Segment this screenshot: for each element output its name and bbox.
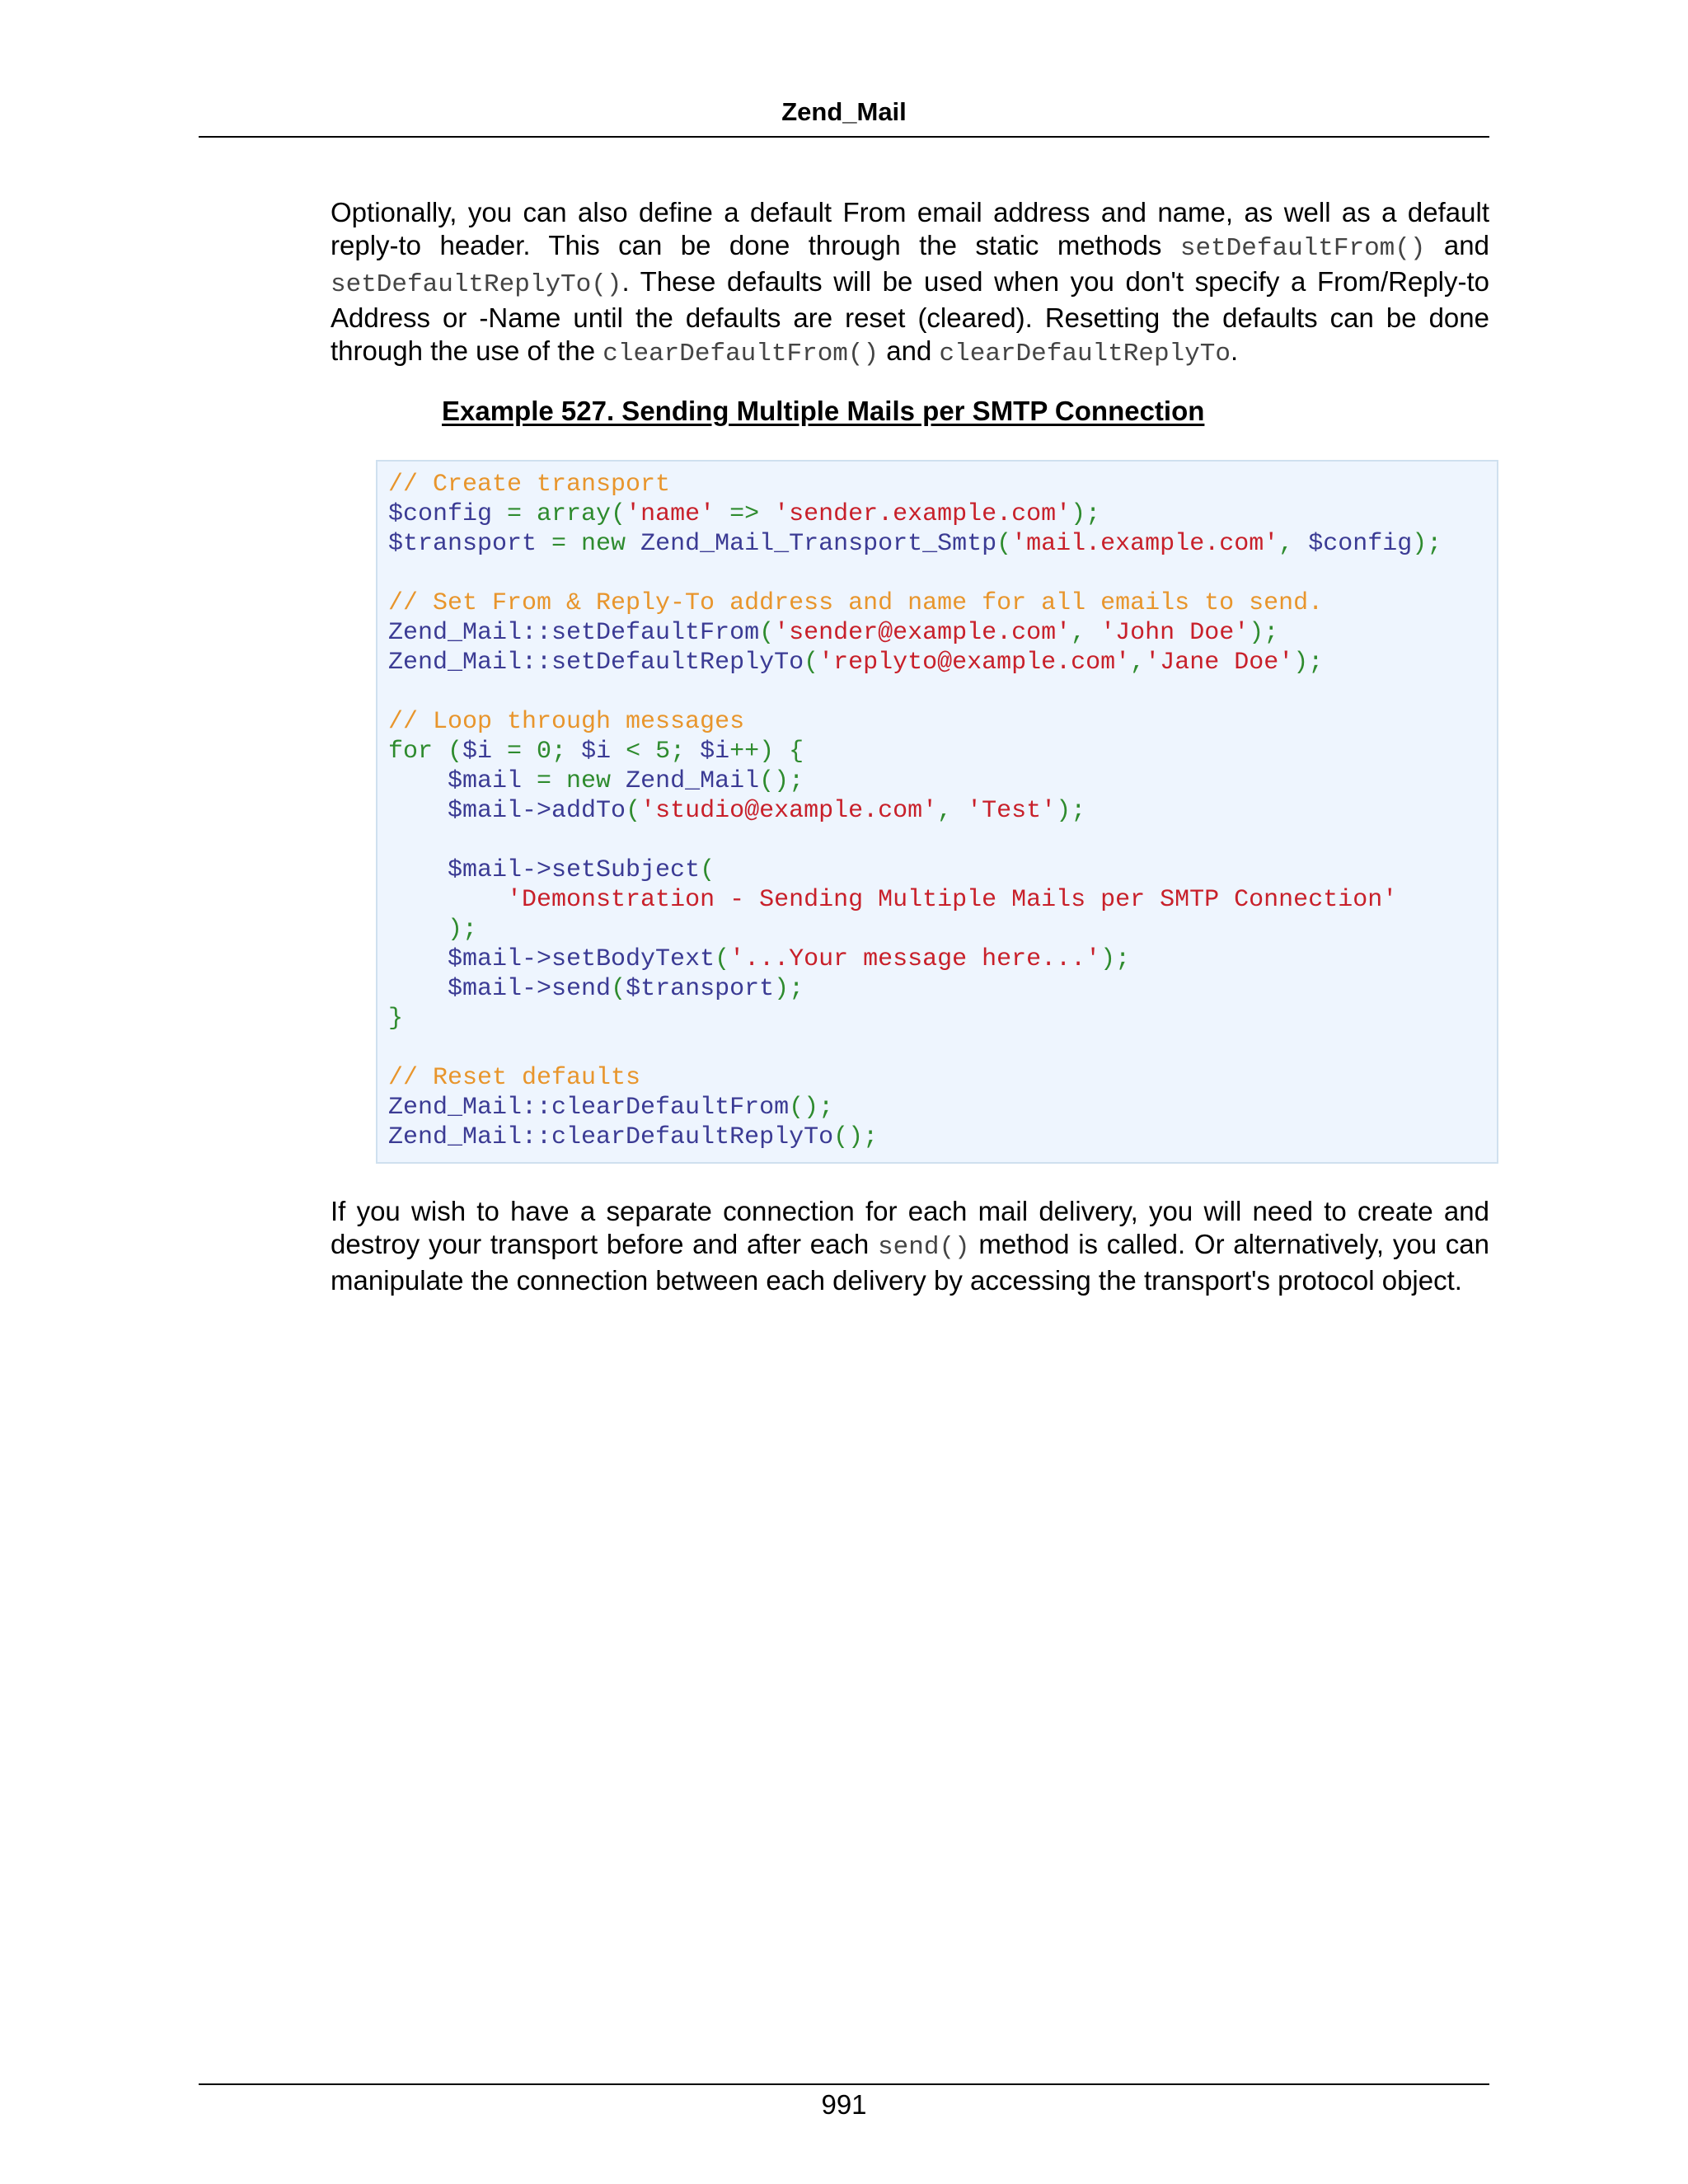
code-punctuation: ( [700,856,715,884]
code-comment: // Set From & Reply-To address and name for all emails to send. [388,589,1324,617]
code-punctuation: ); [1100,945,1131,973]
code-method-call: $mail->send [448,975,612,1003]
code-variable: $i [462,738,493,766]
code-punctuation: ); [1412,530,1442,558]
code-line [388,974,804,1004]
method-set-default-reply-to: setDefaultReplyTo() [331,270,622,299]
code-string: '...Your message here...' [729,945,1101,973]
code-static-call: Zend_Mail::clearDefaultFrom [388,1094,790,1122]
code-indent [388,797,448,825]
intro-text-4: and [879,335,940,366]
code-example-block [376,460,1498,1164]
code-punctuation: ( [996,530,1012,558]
code-comment: // Loop through messages [388,708,745,736]
code-line [388,1004,403,1033]
code-method-call: $mail->setSubject [448,856,701,884]
code-string: 'Test' [967,797,1057,825]
code-variable: $i [700,738,730,766]
code-line [388,470,670,499]
code-punctuation: ); [448,916,478,944]
method-clear-default-from: clearDefaultFrom() [603,340,879,368]
code-method-call: $mail->addTo [448,797,626,825]
code-punctuation: , [1278,530,1309,558]
code-indent [388,767,448,795]
code-indent [388,886,507,914]
code-punctuation: (); [789,1094,834,1122]
code-punctuation: (); [759,767,804,795]
code-string: 'name' [626,500,715,528]
code-keyword: = new [537,530,641,558]
code-string: 'mail.example.com' [1011,530,1279,558]
method-set-default-from: setDefaultFrom() [1179,234,1426,263]
code-line [388,766,804,796]
code-string: 'Jane Doe' [1145,649,1294,677]
code-variable: $transport [626,975,775,1003]
code-variable: $mail [448,767,523,795]
code-line [388,1093,833,1122]
code-indent [388,975,448,1003]
code-indent [388,945,448,973]
code-punctuation: ( [804,649,819,677]
code-string: 'sender@example.com' [774,619,1071,647]
code-string: 'studio@example.com' [640,797,938,825]
intro-text-2: and [1425,230,1489,260]
code-line [388,737,804,766]
code-line [388,588,1323,618]
footer-rule [199,2083,1489,2085]
code-punctuation: } [388,1005,404,1033]
code-line [388,707,744,737]
outro-text-1: If you wish to have a separate connection for each mail delivery, you will need to create and destroy your transport before and after each [331,1196,1489,1259]
code-punctuation: ( [626,797,641,825]
code-indent [388,856,448,884]
code-static-call: Zend_Mail::setDefaultReplyTo [388,649,804,677]
code-keyword: ++) { [729,738,804,766]
code-keyword: for ( [388,738,463,766]
intro-text-5: . [1230,335,1239,366]
code-comment: // Reset defaults [388,1064,641,1092]
code-comment: // Create transport [388,471,671,499]
code-keyword: = array( [492,500,626,528]
outro-text-2: method is called. Or alternatively, you can manipulate the connection between each delivery by accessing the transport's protocol object. [331,1229,1489,1296]
code-line [388,618,1278,648]
page-header-title: Zend_Mail [781,97,907,126]
code-variable: $config [1308,530,1413,558]
code-punctuation: , [1130,649,1146,677]
code-line [388,1122,878,1152]
code-static-call: Zend_Mail::clearDefaultReplyTo [388,1123,834,1151]
code-string: 'replyto@example.com' [818,649,1131,677]
example-title: Example 527. Sending Multiple Mails per SMTP Connection [442,396,1205,426]
code-punctuation: ); [774,975,804,1003]
intro-text-1: Optionally, you can also define a default From email address and name, as well as a default reply-to header. This can be done through the static methods [331,197,1489,260]
code-punctuation: ); [1056,797,1086,825]
code-string: 'Demonstration - Sending Multiple Mails per SMTP Connection' [507,886,1398,914]
code-variable: $i [581,738,612,766]
code-line [388,885,1397,915]
method-clear-default-reply-to: clearDefaultReplyTo [939,340,1231,368]
page-number: 991 [821,2089,867,2120]
code-punctuation: ); [1293,649,1324,677]
code-punctuation: , [1071,619,1101,647]
intro-text-3: . These defaults will be used when you don't specify a From/Reply-to Address or -Name until the defaults are reset (cleared). Resetting the defaults can be done through the use of the [331,266,1489,366]
code-line [388,1063,640,1093]
method-send: send() [878,1233,970,1262]
code-variable: $config [388,500,493,528]
code-punctuation: (); [833,1123,879,1151]
code-line [388,529,1442,559]
code-keyword: < 5; [611,738,701,766]
code-method-call: $mail->setBodyText [448,945,715,973]
code-line [388,855,715,885]
code-line [388,944,1130,974]
code-operator: => [715,500,775,528]
header-rule [199,136,1489,138]
code-punctuation: , [937,797,968,825]
code-keyword: = 0; [492,738,582,766]
code-keyword: = new [522,767,626,795]
outro-paragraph [331,1195,1489,1297]
code-punctuation: ( [759,619,775,647]
code-indent [388,916,448,944]
intro-paragraph [331,196,1489,371]
code-punctuation: ); [1249,619,1279,647]
code-line [388,499,1100,529]
code-string: 'sender.example.com' [774,500,1071,528]
code-punctuation: ( [715,945,730,973]
code-string: 'John Doe' [1100,619,1250,647]
code-punctuation: ); [1071,500,1101,528]
code-variable: $transport [388,530,537,558]
code-punctuation: ( [611,975,626,1003]
code-line [388,796,1085,826]
code-static-call: Zend_Mail::setDefaultFrom [388,619,760,647]
code-class-name: Zend_Mail [626,767,760,795]
code-line [388,915,477,944]
code-class-name: Zend_Mail_Transport_Smtp [640,530,997,558]
code-line [388,648,1323,677]
